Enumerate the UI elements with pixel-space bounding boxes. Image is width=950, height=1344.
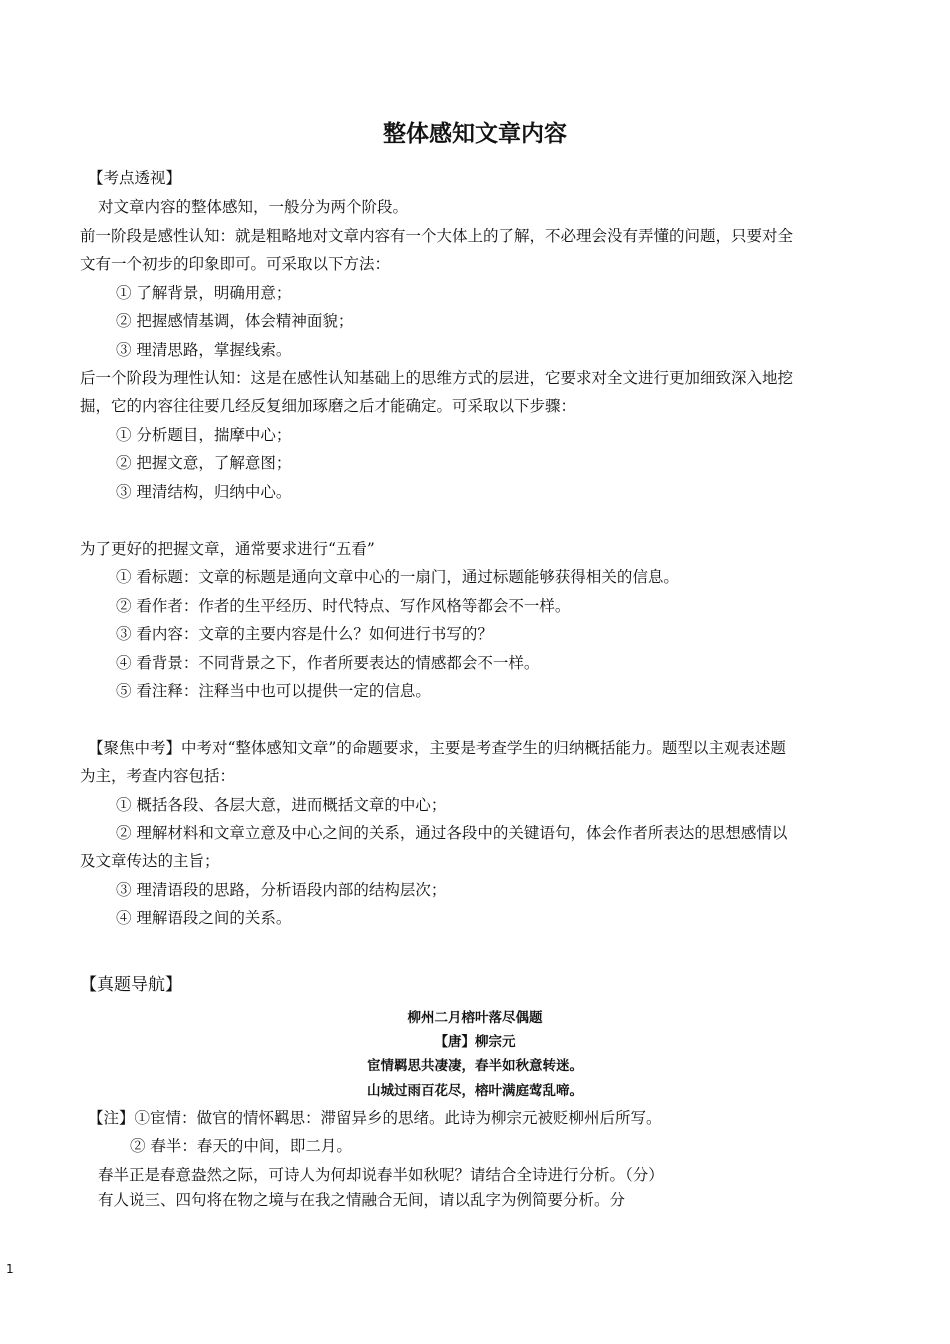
list-item: ⑤ 看注释：注释当中也可以提供一定的信息。 [116,682,431,700]
page-number: 1 [6,1262,14,1276]
paragraph-line: 为主，考查内容包括： [80,767,236,785]
poem-line: 宦情羁思共凄凄，春半如秋意转迷。 [367,1058,583,1074]
poem-author: 【唐】柳宗元 [434,1034,516,1050]
section-heading-zhenti: 【真题导航】 [80,975,182,995]
list-item: ② 把握文意，了解意图； [116,454,292,472]
list-item: ② 看作者：作者的生平经历、时代特点、写作风格等都会不一样。 [116,597,571,615]
paragraph-line: 【聚焦中考】中考对“整体感知文章”的命题要求，主要是考查学生的归纳概括能力。题型以主观表述题 [88,739,786,757]
page-title: 整体感知文章内容 [383,121,567,147]
question-line: 有人说三、四句将在物之境与在我之情融合无间，请以乱字为例简要分析。分 [98,1191,626,1209]
list-item: ③ 理清思路，掌握线索。 [116,341,292,359]
list-item: ③ 理清结构，归纳中心。 [116,483,292,501]
poem-line: 山城过雨百花尽，榕叶满庭莺乱啼。 [367,1083,583,1099]
list-item: ③ 看内容：文章的主要内容是什么？如何进行书写的？ [116,625,493,643]
list-item: ① 看标题：文章的标题是通向文章中心的一扇门，通过标题能够获得相关的信息。 [116,568,679,586]
section-heading-kaodian: 【考点透视】 [88,169,182,187]
list-item: ② 理解材料和文章立意及中心之间的关系，通过各段中的关键语句，体会作者所表达的思想感情以 [116,824,788,842]
list-item: ③ 理清语段的思路，分析语段内部的结构层次； [116,881,447,899]
list-item: ② 把握感情基调，体会精神面貌； [116,312,354,330]
list-item-continuation: 及文章传达的主旨； [80,852,220,870]
list-item: ④ 看背景：不同背景之下，作者所要表达的情感都会不一样。 [116,654,540,672]
note-line: ② 春半：春天的中间，即二月。 [130,1137,352,1155]
list-item: ① 分析题目，揣摩中心； [116,426,292,444]
paragraph-line: 前一阶段是感性认知：就是粗略地对文章内容有一个大体上的了解，不必理会没有弄懂的问题，只要对全 [80,227,794,245]
list-item: ④ 理解语段之间的关系。 [116,909,292,927]
list-item: ① 了解背景，明确用意； [116,284,292,302]
paragraph-wukan-intro: 为了更好的把握文章，通常要求进行“五看” [80,540,375,558]
paragraph-line: 掘，它的内容往往要几经反复细加琢磨之后才能确定。可采取以下步骤： [80,397,577,415]
paragraph-line: 后一个阶段为理性认知：这是在感性认知基础上的思维方式的层进，它要求对全文进行更加细致深入地挖 [80,369,794,387]
paragraph-line: 文有一个初步的印象即可。可采取以下方法： [80,255,391,273]
poem-title: 柳州二月榕叶落尽偶题 [407,1010,543,1026]
paragraph-intro: 对文章内容的整体感知，一般分为两个阶段。 [98,198,409,216]
question-line: 春半正是春意盎然之际，可诗人为何却说春半如秋呢？请结合全诗进行分析。（分） [98,1166,664,1184]
list-item: ① 概括各段、各层大意，进而概括文章的中心； [116,796,447,814]
note-line: 【注】①宦情：做官的情怀羁思：滞留异乡的思绪。此诗为柳宗元被贬柳州后所写。 [88,1109,662,1127]
